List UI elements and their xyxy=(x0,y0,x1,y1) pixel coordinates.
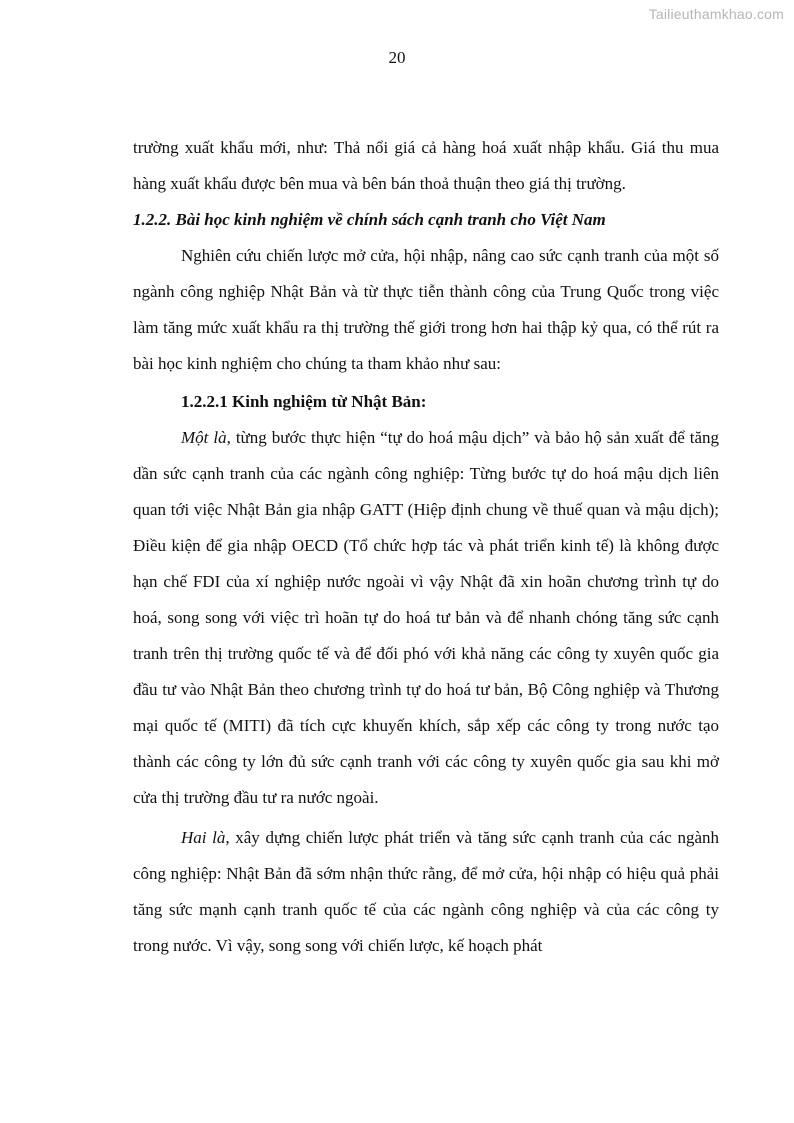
section-heading: 1.2.2. Bài học kinh nghiệm về chính sách cạnh tranh cho Việt Nam xyxy=(133,210,606,229)
intro-paragraph: trường xuất khẩu mới, như: Thả nổi giá cả hàng hoá xuất nhập khẩu. Giá thu mua hàng xuất khẩu được bên mua và bên bán thoả thuận theo giá thị trường. xyxy=(133,138,719,193)
subsection-heading: 1.2.2.1 Kinh nghiệm từ Nhật Bản: xyxy=(181,392,427,411)
second-lesson-paragraph xyxy=(133,820,719,964)
research-paragraph: Nghiên cứu chiến lược mở cửa, hội nhập, nâng cao sức cạnh tranh của một số ngành công nghiệp Nhật Bản và từ thực tiễn thành công của Trung Quốc trong việc làm tăng mức xuất khẩu ra thị trường thế giới trong hơn hai thập kỷ qua, có thể rút ra bài học kinh nghiệm cho chúng ta tham khảo như sau: xyxy=(133,246,719,373)
document-body xyxy=(133,130,719,964)
page-number: 20 xyxy=(388,48,406,67)
second-lesson-lead: Hai là xyxy=(181,828,226,847)
first-lesson-paragraph xyxy=(133,420,719,816)
first-lesson-body: , từng bước thực hiện “tự do hoá mậu dịch” và bảo hộ sản xuất để tăng dần sức cạnh tranh của các ngành công nghiệp: Từng bước tự do hoá mậu dịch liên quan tới việc Nhật Bản gia nhập GATT (Hiệp định chung về thuế quan và mậu dịch); Điều kiện để gia nhập OECD (Tổ chức hợp tác và phát triển kinh tế) là không được hạn chế FDI của xí nghiệp nước ngoài vì vậy Nhật đã xin hoãn chương trình tự do hoá, song song với việc trì hoãn tự do hoá tư bản và để nhanh chóng tăng sức cạnh tranh trên thị trường quốc tế và để đối phó với khả năng các công ty xuyên quốc gia đầu tư vào Nhật Bản theo chương trình tự do hoá tư bản, Bộ Công nghiệp và Thương mại quốc tế (MITI) đã tích cực khuyến khích, sắp xếp các công ty trong nước tạo thành các công ty lớn đủ sức cạnh tranh với các công ty xuyên quốc gia sau khi mở cửa thị trường đầu tư ra nước ngoài. xyxy=(133,428,719,807)
first-lesson-lead: Một là xyxy=(181,428,227,447)
watermark: Tailieuthamkhao.com xyxy=(648,6,784,22)
second-lesson-body: , xây dựng chiến lược phát triển và tăng sức cạnh tranh của các ngành công nghiệp: Nhật Bản đã sớm nhận thức rằng, để mở cửa, hội nhập có hiệu quả phải tăng sức mạnh cạnh tranh quốc tế của các ngành công nghiệp và của các công ty trong nước. Vì vậy, song song với chiến lược, kế hoạch phát xyxy=(133,828,719,955)
